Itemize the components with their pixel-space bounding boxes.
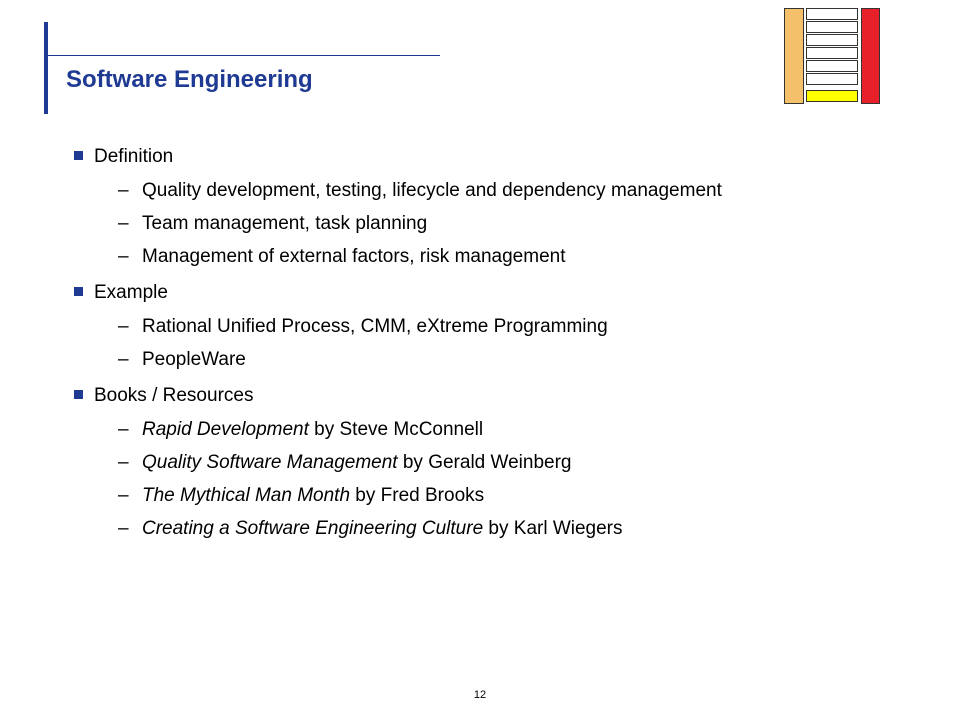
logo-bar-highlight bbox=[806, 90, 858, 102]
list-item: – Management of external factors, risk management bbox=[118, 246, 566, 267]
item-text: Quality development, testing, lifecycle and dependency management bbox=[142, 180, 722, 201]
logo bbox=[784, 8, 880, 104]
logo-bar bbox=[806, 34, 858, 46]
logo-bar bbox=[806, 21, 858, 33]
logo-bar bbox=[806, 60, 858, 72]
item-text: by Fred Brooks bbox=[350, 485, 485, 506]
square-bullet-icon bbox=[74, 287, 83, 296]
list-item: – Creating a Software Engineering Culture by Karl Wiegers bbox=[118, 518, 623, 539]
title-accent-bar bbox=[44, 22, 48, 114]
list-item: – Rapid Development by Steve McConnell bbox=[118, 419, 484, 440]
page-number: 12 bbox=[473, 689, 487, 701]
logo-left-column bbox=[784, 8, 804, 104]
section-heading bbox=[74, 282, 934, 312]
square-bullet-icon bbox=[74, 390, 83, 399]
logo-bar bbox=[806, 8, 858, 20]
section-heading-text: Example bbox=[94, 282, 168, 303]
list-item: – Quality Software Management by Gerald Weinberg bbox=[118, 452, 572, 473]
logo-right-column bbox=[861, 8, 880, 104]
item-text: by Karl Wiegers bbox=[483, 518, 623, 539]
item-text: by Gerald Weinberg bbox=[397, 452, 572, 473]
item-italic: Creating a Software Engineering Culture bbox=[142, 518, 484, 539]
list-item: – PeopleWare bbox=[118, 349, 246, 370]
section-heading bbox=[74, 146, 934, 176]
section-heading bbox=[74, 385, 934, 415]
item-text: Rational Unified Process, CMM, eXtreme Programming bbox=[142, 316, 608, 337]
slide-title: Software Engineering bbox=[66, 66, 313, 93]
slide-content bbox=[74, 146, 934, 554]
item-italic: Quality Software Management bbox=[142, 452, 398, 473]
title-underline-rule bbox=[44, 55, 440, 56]
section-heading-text: Definition bbox=[94, 146, 174, 167]
item-text: by Steve McConnell bbox=[308, 419, 484, 440]
list-item: – Rational Unified Process, CMM, eXtreme Programming bbox=[118, 316, 608, 337]
logo-bar bbox=[806, 73, 858, 85]
section-definition bbox=[74, 146, 934, 279]
section-heading-text: Books / Resources bbox=[94, 385, 254, 406]
logo-bar bbox=[806, 47, 858, 59]
square-bullet-icon bbox=[74, 151, 83, 160]
list-item: – The Mythical Man Month by Fred Brooks bbox=[118, 485, 485, 506]
item-italic: Rapid Development bbox=[142, 419, 309, 440]
item-italic: The Mythical Man Month bbox=[142, 485, 351, 506]
section-books-resources bbox=[74, 385, 934, 551]
list-item: – Quality development, testing, lifecycle and dependency management bbox=[118, 180, 722, 201]
item-text: PeopleWare bbox=[142, 349, 246, 370]
section-example bbox=[74, 282, 934, 382]
item-text: Management of external factors, risk management bbox=[142, 246, 566, 267]
item-text: Team management, task planning bbox=[142, 213, 428, 234]
list-item: – Team management, task planning bbox=[118, 213, 428, 234]
